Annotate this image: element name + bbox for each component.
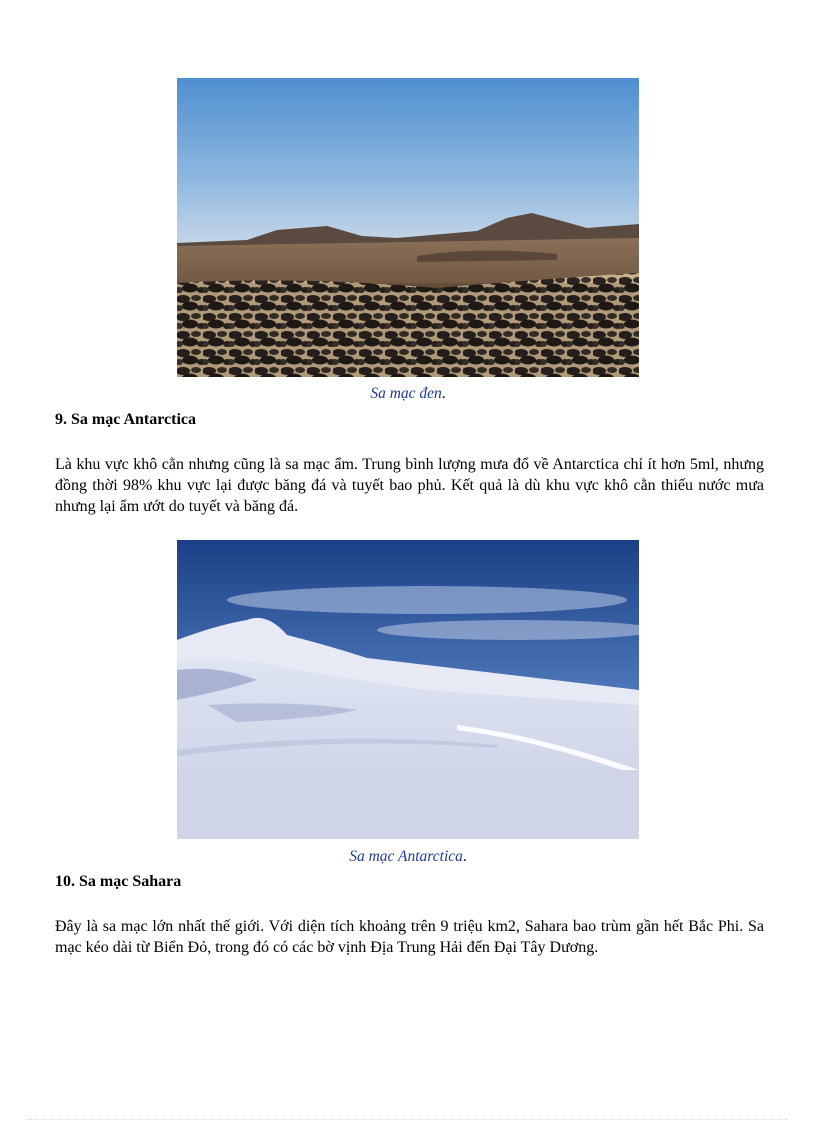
antarctica-illustration [177, 540, 639, 839]
caption-period: . [462, 848, 467, 865]
caption-text: Sa mạc đen [370, 385, 442, 402]
antarctica-caption [0, 848, 816, 866]
section-paragraph-sahara: Đây là sa mạc lớn nhất thế giới. Với diện tích khoảng trên 9 triệu km2, Sahara bao trùm gần hết Bắc Phi. Sa mạc kéo dài từ Biển Đỏ, trong đó có các bờ vịnh Địa Trung Hải đến Đại Tây Dương. [55, 918, 764, 956]
section-heading-antarctica: 9. Sa mạc Antarctica [55, 411, 197, 428]
black-desert-photo [177, 78, 639, 377]
black-desert-illustration [177, 78, 639, 377]
black-desert-caption [0, 385, 816, 403]
caption-period: . [441, 385, 446, 402]
section-heading-sahara: 10. Sa mạc Sahara [55, 873, 182, 890]
page-bottom-rule [28, 1119, 788, 1120]
section-paragraph-antarctica: Là khu vực khô cằn nhưng cũng là sa mạc ẩm. Trung bình lượng mưa đổ về Antarctica chỉ ít hơn 5ml, nhưng đồng thời 98% khu vực lại được băng đá và tuyết bao phủ. Kết quả là dù khu vực khô cằn thiếu nước mưa nhưng lại ẩm ướt do tuyết và băng đá. [55, 456, 764, 515]
caption-text: Sa mạc Antarctica [349, 848, 463, 865]
antarctica-photo [177, 540, 639, 839]
